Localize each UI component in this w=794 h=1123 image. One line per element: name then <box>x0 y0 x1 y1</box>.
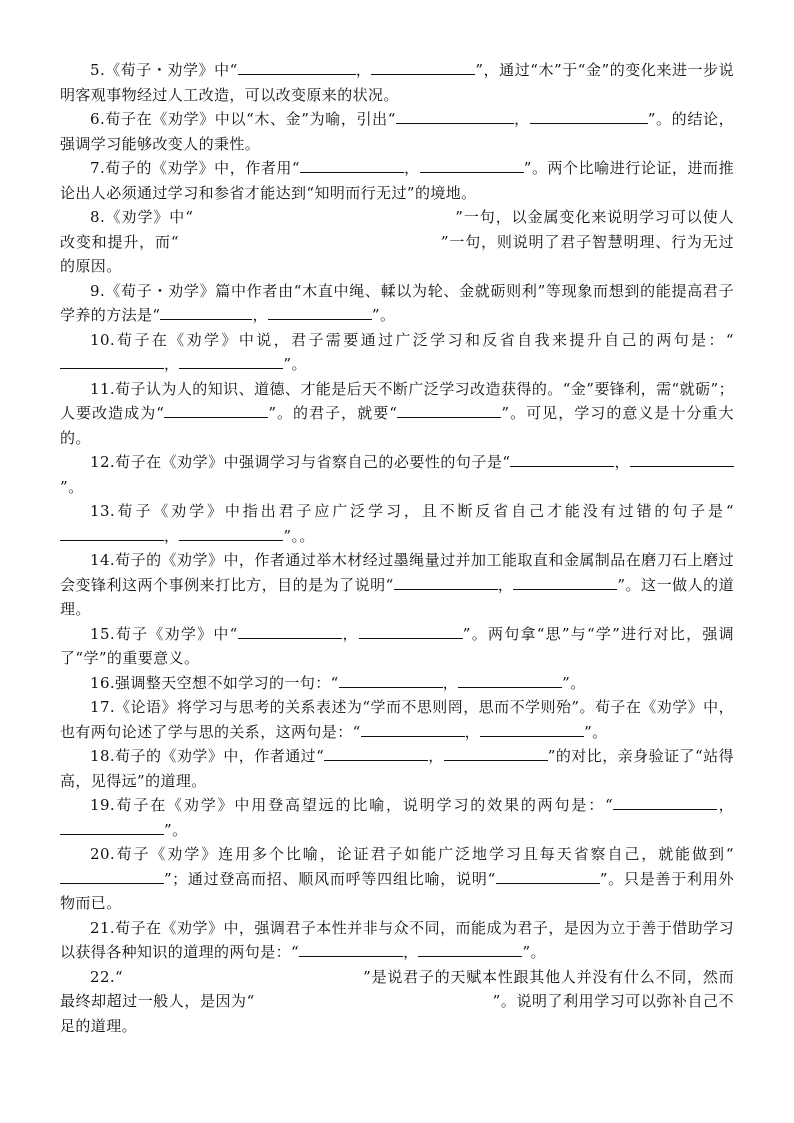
answer-blank[interactable] <box>324 745 428 761</box>
question-text: 16.强调整天空想不如学习的一句：“ <box>90 673 339 692</box>
question-6 <box>60 107 734 156</box>
answer-blank[interactable] <box>238 623 342 639</box>
question-13 <box>60 499 734 548</box>
question-17 <box>60 695 734 744</box>
answer-blank[interactable] <box>268 304 372 320</box>
question-15 <box>60 622 734 671</box>
answer-blank[interactable] <box>530 108 648 124</box>
answer-blank[interactable] <box>418 941 522 957</box>
answer-blank[interactable] <box>238 59 356 75</box>
question-text: ， <box>164 526 180 545</box>
answer-blank[interactable] <box>60 353 164 369</box>
question-text: 14.荀子的《劝学》中，作者通过举木材经过墨绳量过并加工能取直和金属制品在磨刀石上磨过会变锋利这两个事例来打比方，目的是为了说明“ <box>60 551 734 594</box>
answer-blank[interactable] <box>613 794 717 810</box>
question-text: ， <box>614 453 630 471</box>
question-text: ”是说君子的天赋本性跟其他人并没有什么不同，然而最终却超过一般人，是因为“ <box>60 967 734 1010</box>
question-text: ”。 <box>60 477 84 496</box>
question-text: 5.《荀子・劝学》中“ <box>90 61 238 79</box>
answer-blank[interactable] <box>630 451 734 467</box>
question-text: ， <box>403 943 419 961</box>
question-text: ”。 <box>584 722 608 741</box>
question-text: 12.荀子在《劝学》中强调学习与省察自己的必要性的句子是“ <box>90 453 511 471</box>
answer-blank[interactable] <box>444 745 548 761</box>
question-16 <box>60 671 734 696</box>
question-text: ”。 <box>522 943 546 961</box>
question-22 <box>60 965 734 1039</box>
question-12 <box>60 450 734 499</box>
question-text: ， <box>341 624 359 643</box>
answer-blank[interactable] <box>359 623 463 639</box>
answer-blank[interactable] <box>397 402 501 418</box>
answer-blank[interactable] <box>164 402 268 418</box>
question-text: ， <box>252 306 268 324</box>
question-7 <box>60 156 734 205</box>
question-text: ， <box>428 747 444 765</box>
question-5 <box>60 58 734 107</box>
question-text: ， <box>464 722 481 741</box>
question-text: ， <box>442 673 459 692</box>
answer-blank[interactable] <box>300 157 404 173</box>
question-text: ”。这一做人的道理。 <box>60 575 734 618</box>
question-text: ， <box>404 159 420 177</box>
question-text: 17.《论语》将学习与思考的关系表述为“学而不思则罔，思而不学则殆”。荀子在《劝学》中，也有两句论述了学与思的关系，这两句是：“ <box>60 698 734 741</box>
answer-blank[interactable] <box>496 868 600 884</box>
question-9 <box>60 279 734 328</box>
question-text: ”。两个比喻进行论证，进而推论出人必须通过学习和参省才能达到“知明而行无过”的境地。 <box>60 159 734 202</box>
question-text: ， <box>355 61 372 79</box>
question-text: ”。的结论，强调学习能够改变人的秉性。 <box>60 110 734 153</box>
question-text: 19.荀子在《劝学》中用登高望远的比喻，说明学习的效果的两句是：“ <box>90 796 614 814</box>
worksheet-page <box>60 58 734 1038</box>
question-text: ”。。 <box>283 526 315 545</box>
question-text: ”。 <box>562 673 586 692</box>
answer-blank[interactable] <box>513 574 617 590</box>
question-text: ”；通过登高而招、顺风而呼等四组比喻，说明“ <box>164 869 496 888</box>
question-text: ”。说明了利用学习可以弥补自己不足的道理。 <box>60 992 734 1035</box>
question-text: ”。 <box>371 306 396 324</box>
question-text: ”一句，则说明了君子智慧明理、行为无过的原因。 <box>60 232 734 275</box>
answer-blank[interactable] <box>396 108 514 124</box>
question-text: ， <box>717 796 734 814</box>
question-text: ”。可见，学习的意义是十分重大的。 <box>60 404 734 447</box>
question-text: ”。 <box>164 820 188 839</box>
question-14 <box>60 548 734 622</box>
question-text: 18.荀子的《劝学》中，作者通过“ <box>90 747 325 765</box>
answer-blank[interactable] <box>480 721 584 737</box>
question-text: 20.荀子《劝学》连用多个比喻，论证君子如能广泛地学习且每天省察自己，就能做到“ <box>90 845 734 863</box>
question-text: 11.荀子认为人的知识、道德、才能是后天不断广泛学习改造获得的。“金”要锋利，需“就砺”；人要改造成为“ <box>60 379 734 422</box>
question-11 <box>60 377 734 451</box>
question-20 <box>60 842 734 916</box>
question-text: 15.荀子《劝学》中“ <box>90 624 238 643</box>
question-text: ， <box>513 110 530 128</box>
question-text: 8.《劝学》中“ <box>90 208 194 226</box>
question-text: 21.荀子在《劝学》中，强调君子本性并非与众不同，而能成为君子，是因为立于善于借助学习以获得各种知识的道理的两句是：“ <box>60 918 734 961</box>
answer-blank[interactable] <box>60 819 164 835</box>
answer-blank[interactable] <box>160 304 252 320</box>
answer-blank[interactable] <box>60 525 164 541</box>
question-text: 9.《荀子・劝学》篇中作者由“木直中绳、輮以为轮、金就砺则利”等现象而想到的能提高君子学养的方法是“ <box>60 281 734 324</box>
answer-blank[interactable] <box>371 59 475 75</box>
answer-blank[interactable] <box>361 721 465 737</box>
question-text: 7.荀子的《劝学》中，作者用“ <box>90 159 300 177</box>
question-19 <box>60 793 734 842</box>
question-text: ”的对比，亲身验证了“站得高，见得远”的道理。 <box>60 747 734 790</box>
answer-blank[interactable] <box>510 451 614 467</box>
question-21 <box>60 916 734 965</box>
answer-blank[interactable] <box>60 868 164 884</box>
answer-blank[interactable] <box>394 574 498 590</box>
question-text: ”。 <box>283 355 307 373</box>
question-18 <box>60 744 734 793</box>
question-text: ”。的君子，就要“ <box>268 404 398 422</box>
answer-blank[interactable] <box>299 941 403 957</box>
question-text: ， <box>497 575 514 594</box>
answer-blank[interactable] <box>458 672 562 688</box>
answer-blank[interactable] <box>179 525 283 541</box>
question-text: ”一句，以金属变化来说明学习可以使人改变和提升，而“ <box>60 208 734 251</box>
question-text: ， <box>164 355 180 373</box>
question-text: 6.荀子在《劝学》中以“木、金”为喻，引出“ <box>90 110 396 128</box>
question-text: 10.荀子在《劝学》中说，君子需要通过广泛学习和反省自我来提升自己的两句是：“ <box>90 330 734 349</box>
answer-blank[interactable] <box>420 157 524 173</box>
question-text: ”。只是善于利用外物而已。 <box>60 869 734 912</box>
question-text: 22.“ <box>90 967 124 986</box>
answer-blank[interactable] <box>179 353 283 369</box>
question-8 <box>60 205 734 279</box>
question-10 <box>60 328 734 377</box>
question-text: ”，通过“木”于“金”的变化来进一步说明客观事物经过人工改造，可以改变原来的状况。 <box>60 61 734 104</box>
question-text: 13.荀子《劝学》中指出君子应广泛学习，且不断反省自己才能没有过错的句子是“ <box>90 502 734 520</box>
answer-blank[interactable] <box>339 672 443 688</box>
question-text: ”。两句拿“思”与“学”进行对比，强调了“学”的重要意义。 <box>60 624 734 667</box>
